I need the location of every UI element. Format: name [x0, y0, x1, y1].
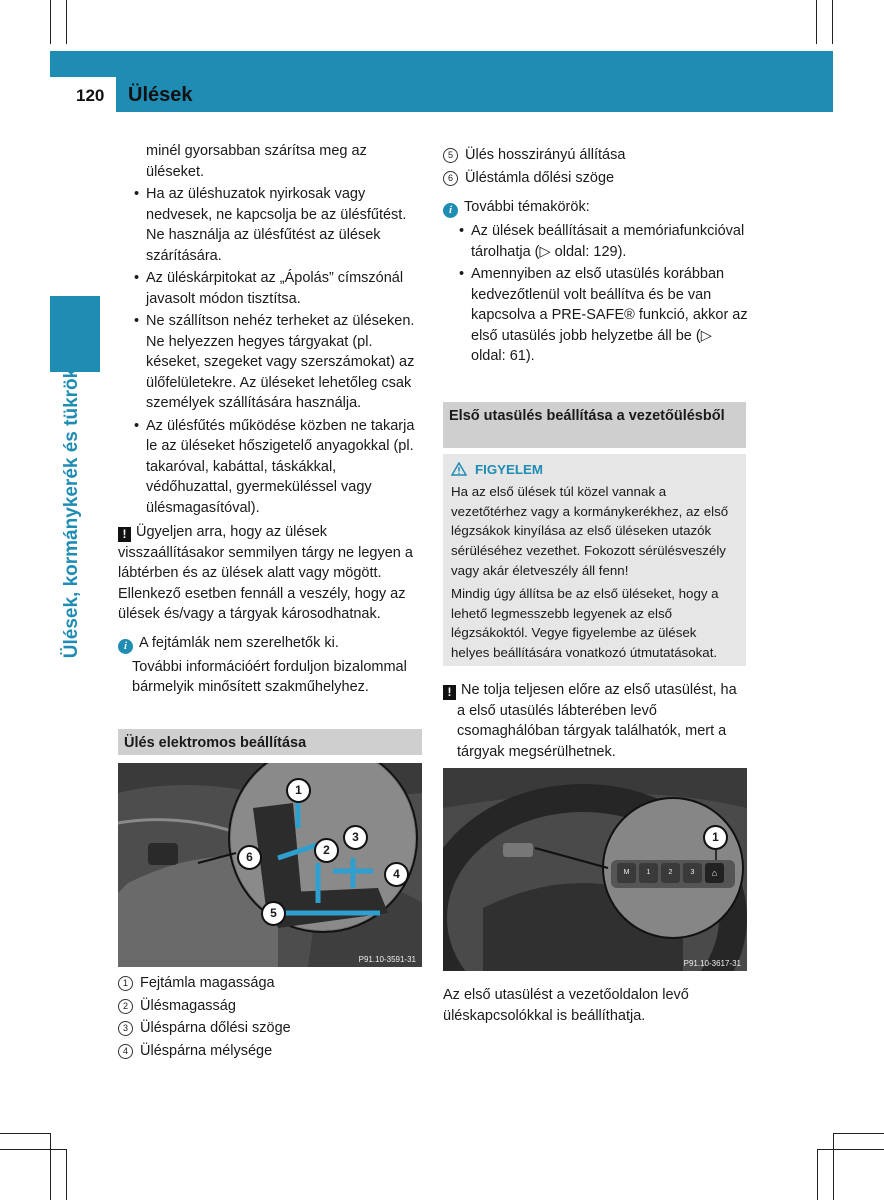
list-item: • Ha az üléshuzatok nyirkosak vagy nedvesek, ne kapcsolja be az ülésfűtést. Ne használja az ülésfűtést az ülések szárítására.	[132, 184, 423, 266]
section-heading: Első utasülés beállítása a vezetőülésből	[443, 402, 746, 448]
list-item: • Az ülések beállításait a memóriafunkcióval tárolhatja (▷ oldal: 129).	[457, 221, 748, 262]
crop-mark	[50, 1133, 51, 1200]
callout-3: 3	[343, 825, 368, 850]
caution-note-right	[443, 680, 748, 762]
callout-1: 1	[286, 778, 311, 803]
warning-title	[451, 460, 738, 480]
info-text: A fejtámlák nem szerelhetők ki.	[139, 634, 339, 651]
caution-note	[118, 522, 423, 625]
memory-button-m: M	[617, 863, 636, 883]
legend-item	[118, 1017, 423, 1040]
legend-item	[443, 167, 748, 190]
callout-5: 5	[261, 901, 286, 926]
crop-mark	[833, 1133, 884, 1134]
closing-text: Az első utasülést a vezetőoldalon levő üléskapcsolókkal is beállíthatja.	[443, 987, 689, 1024]
page-title: Ülések	[128, 84, 193, 106]
passenger-seat-button-icon: ⌂	[705, 863, 724, 883]
legend-label: Ülésmagasság	[140, 997, 236, 1014]
number-circle: 3	[118, 1021, 133, 1036]
legend-label: Fejtámla magassága	[140, 975, 275, 991]
legend-label: Üléspárna mélysége	[140, 1042, 273, 1059]
number-circle: 5	[443, 148, 458, 163]
crop-mark	[0, 1149, 66, 1150]
callout-6: 6	[237, 845, 262, 870]
page-number: 120	[76, 86, 105, 105]
steering-wheel-image	[443, 768, 747, 971]
crop-mark	[817, 1149, 884, 1150]
list-item: • Ne szállítson nehéz terheket az üléseken. Ne helyezzen hegyes tárgyakat (pl. késeket, szegeket vagy szerszámokat) az ülőfelületekre. Az üléseket lehetőleg csak személyek szállítására használja.	[132, 311, 423, 414]
crop-mark	[50, 0, 51, 44]
seat-switch-image	[118, 763, 422, 967]
legend-label: Ülés hosszirányú állítása	[465, 147, 626, 163]
info-title: További témakörök:	[464, 199, 590, 215]
legend-label: Üléspárna dőlési szöge	[140, 1020, 291, 1036]
warning-triangle-icon	[451, 462, 467, 476]
number-circle: 6	[443, 171, 458, 186]
crop-mark	[0, 1133, 50, 1134]
number-circle: 4	[118, 1044, 133, 1059]
crop-mark	[817, 1149, 818, 1200]
crop-mark	[832, 0, 833, 44]
left-column	[118, 141, 423, 698]
legend-item	[443, 144, 748, 167]
info-heading	[443, 197, 748, 218]
number-circle: 2	[118, 999, 133, 1014]
warning-paragraph: Mindig úgy állítsa be az első üléseket, hogy a lehető legmesszebb legyenek az első légzsákoktól. Vegye figyelembe az ülések helyes beállítására vonatkozó útmutatásokat.	[451, 585, 719, 661]
warning-paragraph: Ha az első ülések túl közel vannak a vezetőtérhez vagy a kormánykerékhez, az első légzsákok kinyílása az első üléseken utazók sérüléséhez vezethet. Fokozott sérülésveszély vagy akár életveszély áll fenn!	[451, 483, 729, 578]
callout-4: 4	[384, 862, 409, 887]
side-tab-marker	[50, 296, 100, 372]
memory-button-1: 1	[639, 863, 658, 883]
memory-buttons	[617, 863, 724, 883]
continued-text: minél gyorsabban szárítsa meg az üléseket.	[146, 143, 367, 180]
section-heading: Ülés elektromos beállítása	[118, 729, 422, 755]
warning-box	[443, 454, 746, 666]
caution-text: Ne tolja teljesen előre az első utasülést, ha a első utasülés lábterében levő csomaghálóban tárgyak találhatók, mert a tárgyak megsérülhetnek.	[457, 682, 737, 760]
image-reference: P91.10-3617-31	[683, 959, 741, 968]
side-tab-label: Ülések, kormánykerék és tükrök	[61, 367, 82, 659]
list-item: • Amennyiben az első utasülés korábban kedvezőtlenül volt beállítva és be van kapcsolva a PRE-SAFE® funkció, akkor az első utasülés jobb helyzetbe áll be (▷ oldal: 61).	[457, 264, 748, 367]
crop-mark	[833, 1133, 834, 1200]
image-reference: P91.10-3591-31	[358, 955, 416, 964]
list-item: • Az ülésfűtés működése közben ne takarja le az üléseket hőszigetelő anyagokkal (pl. takaróval, kabáttal, táskákkal, védőhuzattal, gyermeküléssel vagy ülésmagasítóval).	[132, 416, 423, 519]
info-icon: i	[443, 203, 458, 218]
caution-text: Ügyeljen arra, hogy az ülések visszaállításakor semmilyen tárgy ne legyen a lábtérben és az ülések alatt vagy mögött. Ellenkező esetben fennáll a veszély, hogy az ülések és/vagy a tárgyak károsodhatnak.	[118, 524, 413, 622]
memory-button-2: 2	[661, 863, 680, 883]
crop-mark	[816, 0, 817, 44]
legend-item	[118, 972, 423, 995]
info-text-2: További információért forduljon bizalommal bármelyik minősített szakműhelyhez.	[132, 658, 407, 695]
callout-2: 2	[314, 838, 339, 863]
left-legend	[118, 972, 423, 1062]
number-circle: 1	[118, 976, 133, 991]
memory-button-3: 3	[683, 863, 702, 883]
crop-mark	[66, 1149, 67, 1200]
exclamation-icon: !	[118, 527, 131, 542]
seat-switch-illustration	[118, 763, 422, 967]
legend-item	[118, 1040, 423, 1063]
exclamation-icon: !	[443, 685, 456, 700]
legend-label: Üléstámla dőlési szöge	[465, 169, 615, 186]
right-legend	[443, 144, 748, 189]
crop-mark	[66, 0, 67, 44]
callout-1: 1	[703, 825, 728, 850]
info-note	[118, 633, 423, 654]
further-topics	[443, 197, 748, 369]
legend-item	[118, 995, 423, 1018]
warning-title-text: FIGYELEM	[475, 462, 543, 477]
list-item: • Az üléskárpitokat az „Ápolás” címszónál javasolt módon tisztítsa.	[132, 268, 423, 309]
info-icon: i	[118, 639, 133, 654]
